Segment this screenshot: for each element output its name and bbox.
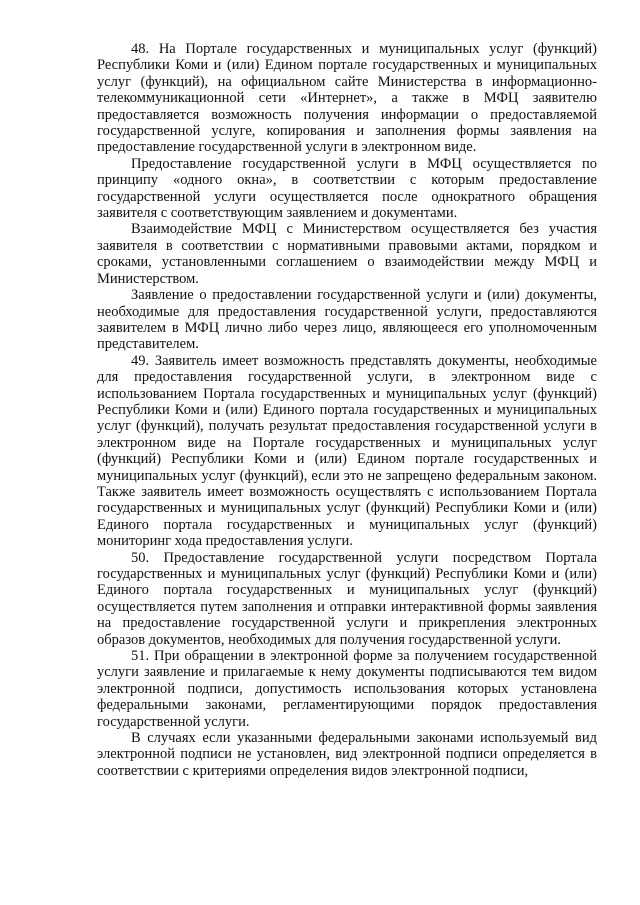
paragraph-mfc-interaction: Взаимодействие МФЦ с Министерством осуществляется без участия заявителя в соответствии с нормативными правовыми актами, порядком и сроками, установленными соглашением о взаимодействии между МФЦ и Министерством. bbox=[97, 221, 597, 287]
paragraph-48-portal-info: 48. На Портале государственных и муниципальных услуг (функций) Республики Коми и (или) Едином портале государственных и муниципальных услуг (функций), на официальном сайте Министерства в информационно-телекоммуникационной сети «Интернет», а также в МФЦ заявителю предоставляется возможность получения информации о предоставляемой государственной услуге, копирования и заполнения формы заявления на предоставление государственной услуги в электронном виде. bbox=[97, 41, 597, 156]
paragraph-49-electronic-submission: 49. Заявитель имеет возможность представлять документы, необходимые для предоставления государственной услуги, в электронном виде с использованием Портала государственных и муниципальных услуг (функций) Республики Коми и (или) Единого портала государственных и муниципальных услуг (функций), получать результат предоставления государственной услуги в электронном виде на Портале государственных и муниципальных услуг (функций) Республики Коми и (или) Едином портале государственных и муниципальных услуг (функций), если это не запрещено федеральным законом. Также заявитель имеет возможность осуществлять с использованием Портала государственных и муниципальных услуг (функций) Республики Коми и (или) Единого портала государственных и муниципальных услуг (функций) мониторинг хода предоставления услуги. bbox=[97, 352, 597, 550]
paragraph-51-electronic-signature: 51. При обращении в электронной форме за получением государственной услуги заявление и прилагаемые к нему документы подписываются тем видом электронной подписи, допустимость использования которых установлена федеральными законами, регламентирующими порядок предоставления государственной услуги. bbox=[97, 648, 597, 730]
paragraph-50-portal-procedure: 50. Предоставление государственной услуги посредством Портала государственных и муниципальных услуг (функций) Республики Коми и (или) Единого портала государственных и муниципальных услуг (функций) осуществляется путем заполнения и отправки интерактивной формы заявления на предоставление государственной услуги и прикрепления электронных образов документов, необходимых для получения государственной услуги. bbox=[97, 549, 597, 648]
paragraph-signature-criteria: В случаях если указанными федеральными законами используемый вид электронной подписи не установлен, вид электронной подписи определяется в соответствии с критериями определения видов электронной подписи, bbox=[97, 730, 597, 779]
paragraph-application-submission: Заявление о предоставлении государственной услуги и (или) документы, необходимые для предоставления государственной услуги, предоставляются заявителем в МФЦ лично либо через лицо, являющееся его уполномоченным представителем. bbox=[97, 287, 597, 353]
document-page bbox=[97, 41, 597, 779]
paragraph-mfc-one-window: Предоставление государственной услуги в МФЦ осуществляется по принципу «одного окна», в соответствии с которым предоставление государственной услуги осуществляется после однократного обращения заявителя с соответствующим заявлением и документами. bbox=[97, 155, 597, 222]
